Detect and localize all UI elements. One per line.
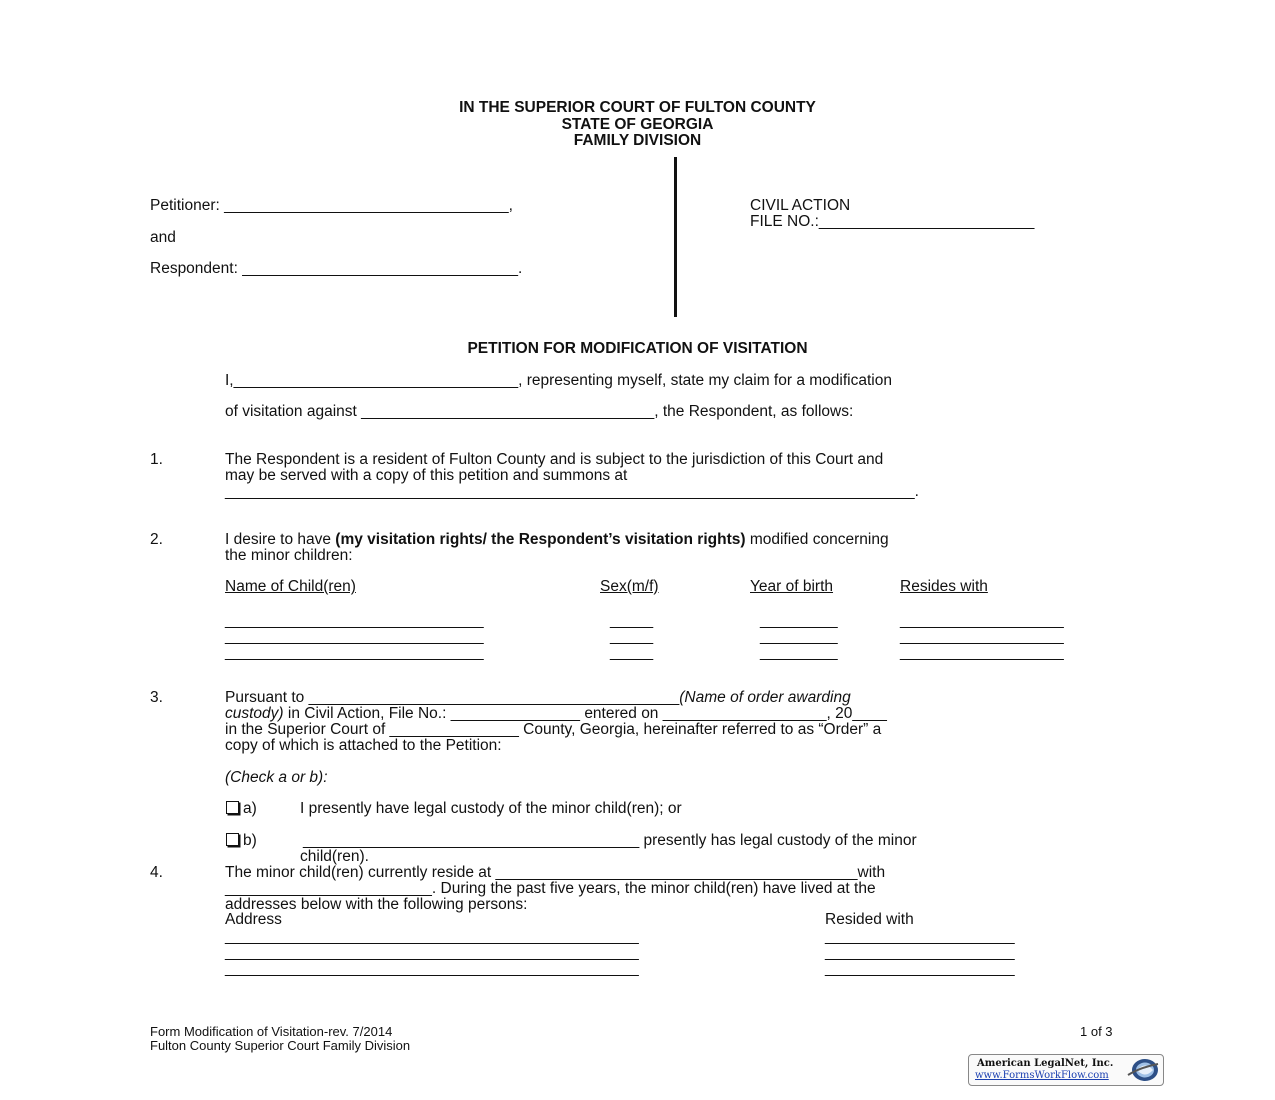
and-label: and — [150, 229, 176, 246]
resided-with-blank[interactable]: ______________________ — [825, 960, 1015, 977]
child-sex-blank[interactable]: _____ — [610, 644, 654, 661]
option-a-checkbox[interactable]: a) — [226, 800, 257, 818]
petitioner-field[interactable]: Petitioner: _________________________________, — [150, 197, 513, 214]
court-header-line1: IN THE SUPERIOR COURT OF FULTON COUNTY — [459, 99, 816, 116]
badge-name: American LegalNet, Inc. — [977, 1058, 1114, 1069]
visitation-rights-choice: (my visitation rights/ the Respondent’s visitation rights) — [335, 531, 746, 548]
file-no-field[interactable]: FILE NO.:_________________________ — [750, 213, 1035, 230]
page-number: 1 of 3 — [1080, 1024, 1113, 1039]
footer-court: Fulton County Superior Court Family Division — [150, 1038, 411, 1053]
child-sex-blank[interactable]: _____ — [610, 628, 654, 645]
item1-address-blank[interactable]: ________________________________________________________________________________. — [225, 483, 919, 500]
item2-line1: I desire to have (my visitation rights/ the Respondent’s visitation rights) modified concerning — [225, 531, 889, 548]
child-name-blank[interactable]: ______________________________ — [225, 644, 484, 661]
check-note: (Check a or b): — [225, 769, 328, 786]
child-year-blank[interactable]: _________ — [760, 644, 838, 661]
child-sex-blank[interactable]: _____ — [610, 612, 654, 629]
address-blank[interactable]: ________________________________________________ — [225, 960, 639, 977]
court-header-line3: FAMILY DIVISION — [573, 132, 702, 149]
item1-line2: may be served with a copy of this petition and summons at — [225, 467, 628, 484]
petition-title: PETITION FOR MODIFICATION OF VISITATION — [467, 340, 808, 357]
item1-number: 1. — [150, 451, 163, 468]
col-sex: Sex(m/f) — [600, 578, 659, 595]
caption-divider — [674, 157, 677, 317]
col-year-of-birth: Year of birth — [750, 578, 834, 595]
item3-line3[interactable]: in the Superior Court of _______________ County, Georgia, hereinafter referred to as “Order” a — [225, 721, 882, 738]
col-resides-with: Resides with — [900, 578, 988, 595]
item3-line4: copy of which is attached to the Petition: — [225, 737, 502, 754]
item4-line2[interactable]: ________________________. During the past five years, the minor child(ren) have lived at the — [225, 880, 876, 897]
col-resided-with: Resided with — [825, 911, 914, 928]
address-blank[interactable]: ________________________________________________ — [225, 928, 639, 945]
child-name-blank[interactable]: ______________________________ — [225, 628, 484, 645]
child-resides-blank[interactable]: ___________________ — [900, 628, 1064, 645]
item2-line2: the minor children: — [225, 547, 353, 564]
col-address: Address — [225, 911, 282, 928]
item1-line1: The Respondent is a resident of Fulton County and is subject to the jurisdiction of this Court and — [225, 451, 884, 468]
item3-line1[interactable]: Pursuant to ___________________________________________(Name of order awarding — [225, 689, 851, 706]
respondent-field[interactable]: Respondent: ________________________________. — [150, 260, 523, 277]
address-blank[interactable]: ________________________________________________ — [225, 944, 639, 961]
checkbox-icon[interactable] — [226, 833, 239, 846]
child-year-blank[interactable]: _________ — [760, 612, 838, 629]
option-a-text: I presently have legal custody of the minor child(ren); or — [300, 800, 682, 817]
item3-number: 3. — [150, 689, 163, 706]
child-resides-blank[interactable]: ___________________ — [900, 612, 1064, 629]
item3-line2[interactable]: custody) in Civil Action, File No.: _______________ entered on ___________________, 20____ — [225, 705, 887, 722]
item4-line3: addresses below with the following persons: — [225, 896, 528, 913]
option-b-checkbox[interactable]: b) — [226, 832, 257, 850]
footer-form-name: Form Modification of Visitation-rev. 7/2014 — [150, 1024, 393, 1039]
intro-line1[interactable]: I,_________________________________, representing myself, state my claim for a modification — [225, 372, 892, 389]
child-name-blank[interactable]: ______________________________ — [225, 612, 484, 629]
child-year-blank[interactable]: _________ — [760, 628, 838, 645]
child-resides-blank[interactable]: ___________________ — [900, 644, 1064, 661]
badge-url[interactable]: www.FormsWorkFlow.com — [975, 1070, 1109, 1081]
item2-number: 2. — [150, 531, 163, 548]
option-b-text[interactable]: _______________________________________ presently has legal custody of the minor — [303, 832, 917, 849]
court-header-line2: STATE OF GEORGIA — [561, 116, 714, 133]
globe-logo-icon — [1126, 1057, 1160, 1083]
item4-line1[interactable]: The minor child(ren) currently reside at __________________________________________with — [225, 864, 886, 881]
option-b-line2: child(ren). — [300, 848, 369, 865]
resided-with-blank[interactable]: ______________________ — [825, 944, 1015, 961]
intro-line2[interactable]: of visitation against __________________________________, the Respondent, as follows: — [225, 403, 854, 420]
item4-number: 4. — [150, 864, 163, 881]
checkbox-icon[interactable] — [226, 801, 239, 814]
col-name-of-children: Name of Child(ren) — [225, 578, 356, 595]
resided-with-blank[interactable]: ______________________ — [825, 928, 1015, 945]
civil-action-label: CIVIL ACTION — [750, 197, 851, 214]
legalnet-badge[interactable] — [968, 1054, 1164, 1086]
